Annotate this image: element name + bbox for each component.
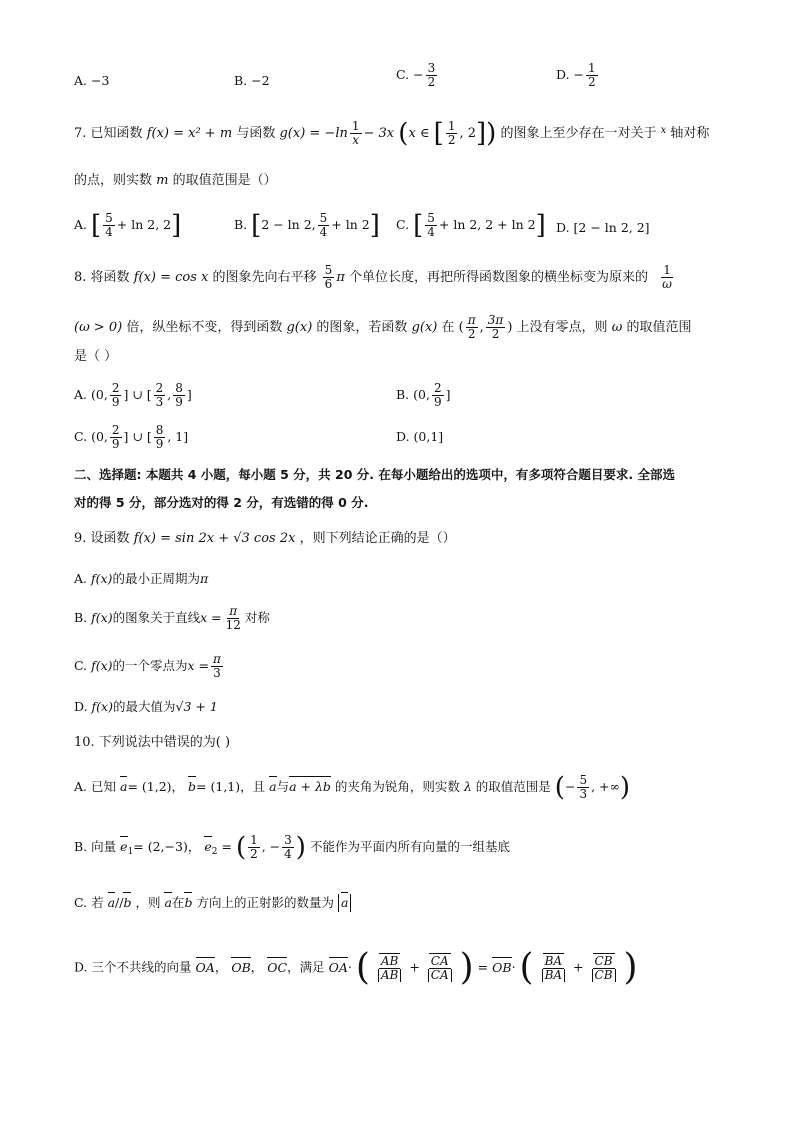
q10-option-b: B. 向量 $e_1= (2,-3)$， $e_2$ = ( $\frac{1}{2}$ , − $\frac{3}{4}$ ) 不能作为平面内所有向量的一组基底: [74, 832, 510, 863]
q6-option-c: C. − $\frac{3}{2}$: [396, 61, 436, 89]
q6-option-d: D. − $\frac{1}{2}$: [556, 61, 596, 89]
q7-stem-line2: 的点，则实数 m 的取值范围是（）: [74, 173, 277, 188]
q8-stem-line3: 是（ ）: [74, 349, 118, 364]
q8-stem-line2: (ω > 0) 倍，纵坐标不变，得到函数 g(x) 的图象，若函数 g(x) 在 ( $\frac{\pi}{2}$ , $\frac{3\pi}{2}$ ) 上没有零点，则 ω 的取值范围: [74, 313, 692, 341]
q8-option-a: A. (0, $\frac{2}{9}$ ] ∪ [ $\frac{2}{3}$ , $\frac{8}{9}$ ]: [74, 381, 192, 409]
q8-option-b: B. (0, $\frac{2}{9}$ ]: [396, 381, 451, 409]
section2-heading-line1: 二、选择题: 本题共 4 小题，每小题 5 分，共 20 分. 在每小题给出的选项中，有多项符合题目要求. 全部选: [74, 467, 675, 482]
q9-option-a: A. f(x)的最小正周期为π: [74, 571, 209, 586]
q6-option-b: B. −2: [234, 73, 270, 88]
q9-option-b: B. f(x)的图象关于直线x = $\frac{\pi}{12}$ 对称: [74, 604, 270, 632]
q8-option-d: D. (0,1]: [396, 429, 444, 444]
q6-option-a: A. −3: [74, 73, 110, 88]
q9-option-d: D. f(x)的最大值为√3 + 1: [74, 699, 218, 714]
q10-option-c: C. 若 a//b ，则 a在b 方向上的正射影的数量为 a: [74, 894, 351, 912]
q10-stem: 10. 下列说法中错误的为( ): [74, 735, 231, 750]
q9-stem: 9. 设函数 f(x) = sin 2x + √3 cos 2x ，则下列结论正确的是（）: [74, 531, 456, 546]
q7-option-a: A. [ $\frac{5}{4}$ + ln 2, 2]: [74, 210, 182, 241]
q10-option-a: A. 已知 a= (1,2)， b= (1,1)，且 a与a + λb 的夹角为锐角，则实数 λ 的取值范围是 (− $\frac{5}{3}$ , +∞): [74, 772, 631, 803]
q7-option-d: D. [2 − ln 2, 2]: [556, 220, 650, 235]
q8-stem-line1: 8. 将函数 f(x) = cos x 的图象先向右平移 $\frac{5}{6}$ π 个单位长度，再把所得函数图象的横坐标变为原来的 $\frac{1}{\omega}$: [74, 263, 672, 291]
q8-option-c: C. (0, $\frac{2}{9}$ ] ∪ [ $\frac{8}{9}$ , 1]: [74, 423, 189, 451]
q7-option-c: C. [ $\frac{5}{4}$ + ln 2, 2 + ln 2]: [396, 210, 546, 241]
q10-option-d: D. 三个不共线的向量 OA， OB， OC，满足 OA· ( $\frac{AB}{AB}$ + $\frac{CA}{CA}$ ) = OB· ( $\frac{BA}{BA}$ + $\frac{CB}{CB}$ ): [74, 947, 638, 988]
q7-stem-line1: 7. 已知函数 f(x) = x² + m 与函数 g(x) = −ln $\frac{1}{x}$ − 3x (x ∈ [ $\frac{1}{2}$ , 2]) 的图象上至少存在一对关于 $^x$ 轴对称: [74, 118, 710, 149]
section2-heading-line2: 对的得 5 分，部分选对的得 2 分，有选错的得 0 分.: [74, 495, 369, 510]
q7-option-b: B. [2 − ln 2, $\frac{5}{4}$ + ln 2]: [234, 210, 380, 241]
q9-option-c: C. f(x)的一个零点为x = $\frac{\pi}{3}$: [74, 652, 221, 680]
